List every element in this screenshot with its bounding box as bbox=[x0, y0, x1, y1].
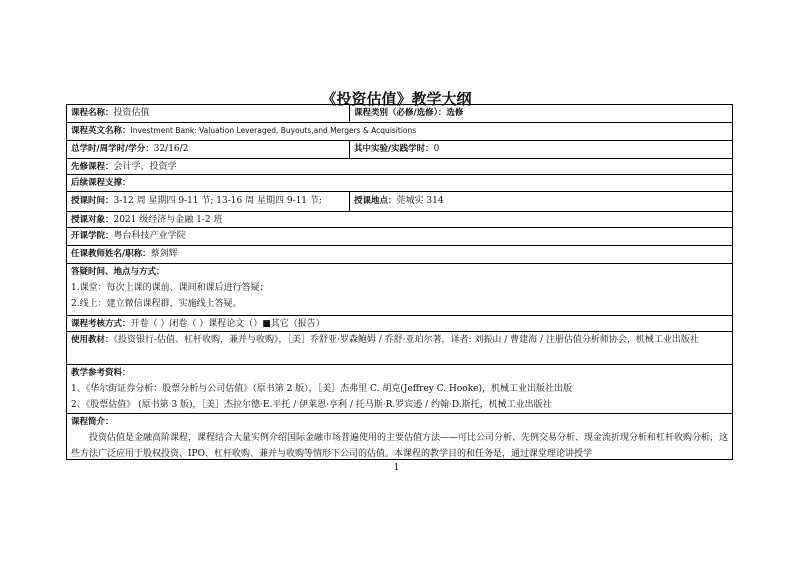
row-course-name bbox=[67, 105, 732, 122]
label: 答疑时间、地点与方式： bbox=[71, 267, 165, 277]
page-number: 1 bbox=[393, 463, 400, 473]
label: 授课时间： bbox=[71, 196, 114, 206]
row-refs bbox=[67, 364, 732, 413]
place: 莞城实 314 bbox=[396, 196, 444, 206]
label: 教学参考资料： bbox=[71, 368, 131, 378]
row-college bbox=[67, 227, 732, 245]
label: 授课地点： bbox=[354, 196, 397, 206]
row-exam bbox=[67, 315, 732, 331]
college: 粤台科技产业学院 bbox=[113, 231, 186, 241]
row-follow bbox=[67, 174, 732, 191]
teacher: 蔡剑辉 bbox=[150, 249, 178, 259]
english-name: Investment Bank: Valuation Leveraged, Buyouts,and Mergers & Acquisitions bbox=[130, 126, 417, 135]
page-title: 《投资估值》教学大纲 bbox=[321, 90, 472, 108]
lab-hours: 0 bbox=[433, 144, 440, 154]
row-target bbox=[67, 211, 732, 227]
row-time bbox=[67, 191, 732, 211]
label: 其中实验/实践学时： bbox=[354, 144, 434, 154]
label: 课程名称： bbox=[71, 108, 114, 118]
qa-line: 1.课堂：每次上课的课前、课间和课后进行答疑； bbox=[71, 283, 269, 293]
label: 总学时/周学时/学分： bbox=[71, 144, 154, 154]
ref-item: 1、《华尔街证券分析：股票分析与公司估值》（原书第 2 版），［美］杰弗里 C. 胡克(Jeffrey C. Hooke)，机械工业出版社出版 bbox=[71, 384, 573, 394]
row-textbook bbox=[67, 331, 732, 364]
row-intro bbox=[67, 413, 732, 459]
label: 后续课程支撑： bbox=[71, 178, 131, 188]
label: 开课学院： bbox=[71, 231, 114, 241]
row-english-name bbox=[67, 122, 732, 140]
label: 课程考核方式： bbox=[71, 319, 131, 329]
label: 授课对象： bbox=[71, 215, 114, 225]
label: 课程类别（必修/选修）： bbox=[354, 108, 447, 118]
qa-line: 2.线上：建立微信课程群，实施线上答疑。 bbox=[71, 299, 242, 309]
row-hours bbox=[67, 140, 732, 158]
exam: 开卷（ ）闭卷（ ）课程论文（）■其它（报告） bbox=[130, 319, 325, 329]
row-teacher bbox=[67, 245, 732, 263]
ref-item: 2、《股票估值》 (原书第 3 版)，［美］杰拉尔德·E.平托 / 伊莱恩·亨利 / 托马斯·R.罗宾逊 / 约翰·D.斯托，机械工业出版社 bbox=[71, 400, 552, 410]
label: 任课教师姓名/职称： bbox=[71, 249, 151, 259]
row-qa bbox=[67, 263, 732, 315]
course-name: 投资估值 bbox=[113, 108, 150, 118]
row-prereq bbox=[67, 158, 732, 174]
time: 3-12 周 星期四 9-11 节; 13-16 周 星期四 9-11 节; bbox=[113, 196, 322, 206]
label: 课程简介： bbox=[71, 417, 114, 427]
textbook: 《投资银行-估值、杠杆收购，兼并与收购》，［美］乔舒亚·罗森鲍姆 / 乔舒·亚珀尔著，译者: 刘振山 / 曹建海 / 注册估值分析师协会，机械工业出版社 bbox=[113, 335, 699, 345]
course-type: 选修 bbox=[446, 108, 464, 118]
label: 使用教材： bbox=[71, 335, 114, 345]
intro: 投资估值是金融高阶课程，课程结合大量实例介绍国际金融市场普遍使用的主要估值方法——可比公司分析、先例交易分析、现金流折现分析和杠杆收购分析，这些方法广泛应用于股权投资、IPO、杠杆收购、兼并与收购等情形下公司的估值。本课程的教学目的和任务是，通过课堂理论讲授学 bbox=[71, 433, 729, 459]
label: 课程英文名称： bbox=[71, 126, 131, 136]
prereq: 会计学、投资学 bbox=[113, 162, 177, 172]
syllabus-table bbox=[66, 104, 733, 460]
target: 2021 级经济与金融 1-2 班 bbox=[113, 215, 223, 225]
label: 先修课程： bbox=[71, 162, 114, 172]
hours: 32/16/2 bbox=[153, 144, 189, 154]
